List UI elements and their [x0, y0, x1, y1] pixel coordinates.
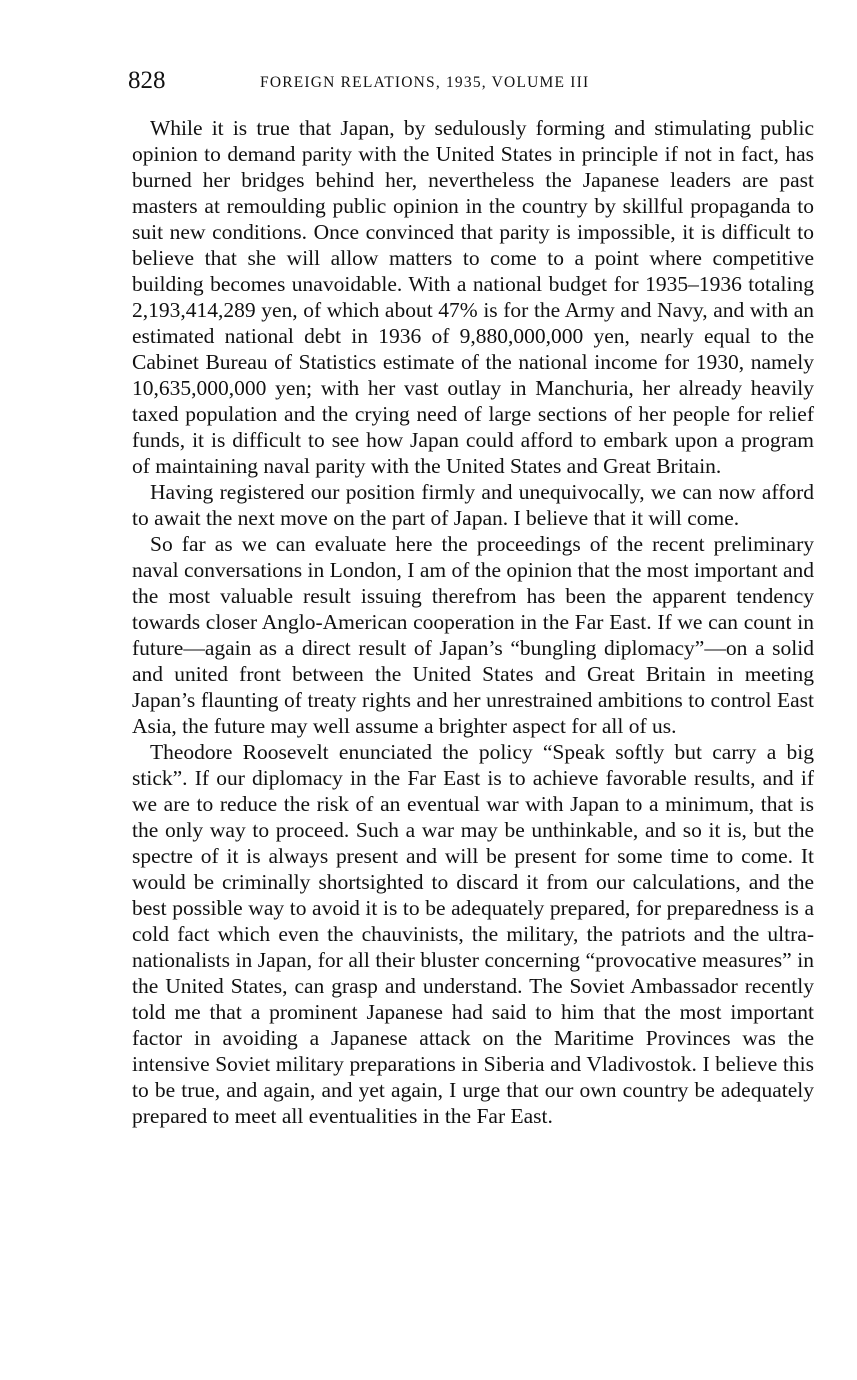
running-head — [128, 64, 818, 98]
paragraph-2: Having registered our position firmly and unequivocally, we can now afford to await the next move on the part of Japan. I believe that it will come. — [132, 480, 814, 530]
paragraph-1: While it is true that Japan, by sedulously forming and stimulating public opinion to demand parity with the United States in principle if not in fact, has burned her bridges behind her, nevertheless the Japanese leaders are past masters at remoulding public opinion in the country by skillful propaganda to suit new conditions. Once convinced that parity is impossible, it is difficult to believe that she will allow matters to come to a point where competitive building becomes unavoidable. With a national budget for 1935–1936 totaling 2,193,414,289 yen, of which about 47% is for the Army and Navy, and with an estimated national debt in 1936 of 9,880,000,000 yen, nearly equal to the Cabinet Bureau of Statistics estimate of the national income for 1930, namely 10,635,000,000 yen; with her vast outlay in Manchuria, her already heavily taxed population and the crying need of large sections of her people for relief funds, it is difficult to see how Japan could afford to embark upon a program of maintaining naval parity with the United States and Great Britain. — [132, 116, 814, 478]
body-text — [132, 115, 814, 1129]
paragraph-4: Theodore Roosevelt enunciated the policy “Speak softly but carry a big stick”. If our diplomacy in the Far East is to achieve favorable results, and if we are to reduce the risk of an eventual war with Japan to a minimum, that is the only way to proceed. Such a war may be unthinkable, and so it is, but the spectre of it is always present and will be present for some time to come. It would be criminally shortsighted to discard it from our calculations, and the best possible way to avoid it is to be adequately prepared, for preparedness is a cold fact which even the chauvinists, the military, the patriots and the ultra-nationalists in Japan, for all their bluster concerning “provocative measures” in the United States, can grasp and understand. The Soviet Ambassador recently told me that a prominent Japanese had said to him that the most important factor in avoiding a Japanese attack on the Maritime Provinces was the intensive Soviet military preparations in Siberia and Vladivostok. I believe this to be true, and again, and yet again, I urge that our own country be adequately prepared to meet all eventualities in the Far East. — [132, 740, 814, 1128]
running-head-title: FOREIGN RELATIONS, 1935, VOLUME III — [260, 74, 590, 91]
paragraph-3: So far as we can evaluate here the proceedings of the recent preliminary naval conversations in London, I am of the opinion that the most important and the most valuable result issuing therefrom has been the apparent tendency towards closer Anglo-American cooperation in the Far East. If we can count in future—again as a direct result of Japan’s “bungling diplomacy”—on a solid and united front between the United States and Great Britain in meeting Japan’s flaunting of treaty rights and her unrestrained ambitions to control East Asia, the future may well assume a brighter aspect for all of us. — [132, 532, 814, 738]
page-number: 828 — [128, 67, 166, 94]
